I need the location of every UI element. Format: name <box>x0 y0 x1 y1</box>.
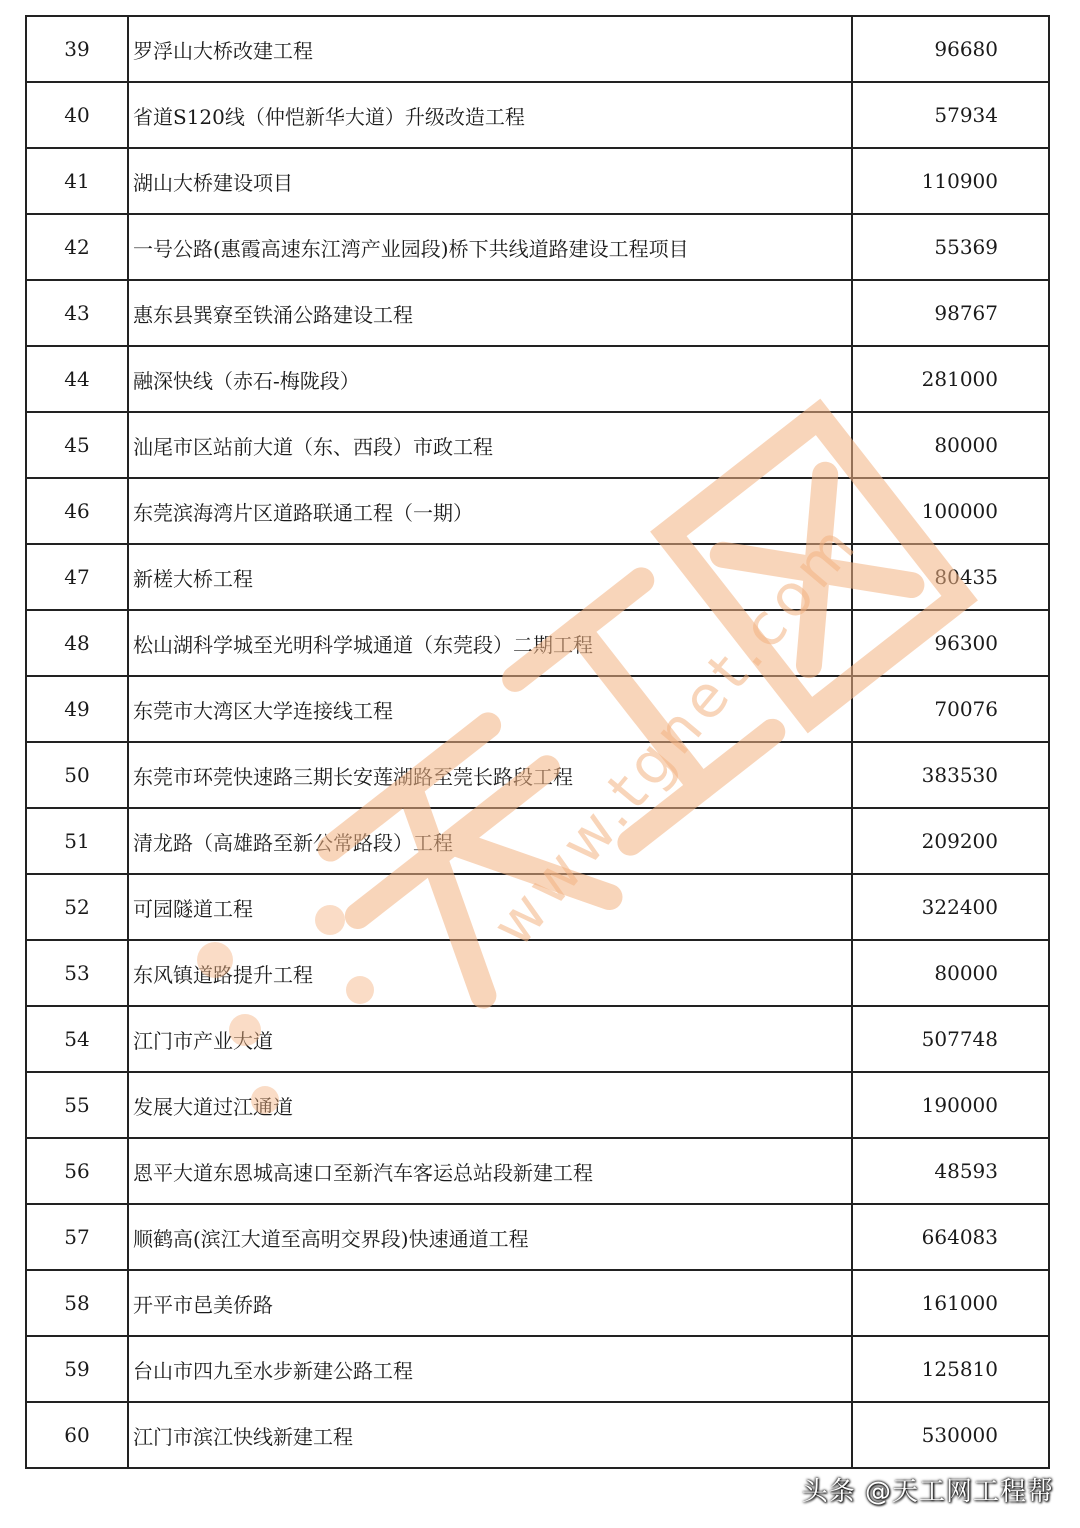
project-name: 一号公路(惠霞高速东江湾产业园段)桥下共线道路建设工程项目 <box>128 214 852 280</box>
table-row <box>26 82 1049 148</box>
investment-amount: 80435 <box>852 544 1049 610</box>
table-row <box>26 148 1049 214</box>
row-number: 48 <box>26 610 128 676</box>
project-name: 东莞市环莞快速路三期长安莲湖路至莞长路段工程 <box>128 742 852 808</box>
table-row <box>26 874 1049 940</box>
table-row <box>26 940 1049 1006</box>
project-name: 惠东县巽寮至铁涌公路建设工程 <box>128 280 852 346</box>
project-name: 恩平大道东恩城高速口至新汽车客运总站段新建工程 <box>128 1138 852 1204</box>
table-row <box>26 610 1049 676</box>
row-number: 53 <box>26 940 128 1006</box>
investment-amount: 98767 <box>852 280 1049 346</box>
investment-amount: 209200 <box>852 808 1049 874</box>
project-name: 东风镇道路提升工程 <box>128 940 852 1006</box>
investment-amount: 322400 <box>852 874 1049 940</box>
investment-amount: 383530 <box>852 742 1049 808</box>
table-row <box>26 478 1049 544</box>
table-row <box>26 16 1049 82</box>
row-number: 55 <box>26 1072 128 1138</box>
table-row <box>26 1270 1049 1336</box>
investment-amount: 57934 <box>852 82 1049 148</box>
investment-amount: 664083 <box>852 1204 1049 1270</box>
row-number: 51 <box>26 808 128 874</box>
investment-amount: 55369 <box>852 214 1049 280</box>
project-name: 清龙路（高雄路至新公常路段）工程 <box>128 808 852 874</box>
project-name: 融深快线（赤石-梅陇段） <box>128 346 852 412</box>
row-number: 46 <box>26 478 128 544</box>
project-name: 开平市邑美侨路 <box>128 1270 852 1336</box>
table-row <box>26 412 1049 478</box>
investment-amount: 96300 <box>852 610 1049 676</box>
row-number: 56 <box>26 1138 128 1204</box>
project-name: 罗浮山大桥改建工程 <box>128 16 852 82</box>
row-number: 60 <box>26 1402 128 1468</box>
row-number: 50 <box>26 742 128 808</box>
project-name: 汕尾市区站前大道（东、西段）市政工程 <box>128 412 852 478</box>
row-number: 39 <box>26 16 128 82</box>
table-row <box>26 1138 1049 1204</box>
table-row <box>26 808 1049 874</box>
project-name: 江门市滨江快线新建工程 <box>128 1402 852 1468</box>
watermark-url: www.tgnet.com <box>478 508 872 959</box>
project-name: 湖山大桥建设项目 <box>128 148 852 214</box>
table-row <box>26 676 1049 742</box>
row-number: 45 <box>26 412 128 478</box>
project-name: 东莞市大湾区大学连接线工程 <box>128 676 852 742</box>
row-number: 43 <box>26 280 128 346</box>
investment-amount: 125810 <box>852 1336 1049 1402</box>
row-number: 59 <box>26 1336 128 1402</box>
investment-amount: 48593 <box>852 1138 1049 1204</box>
investment-amount: 507748 <box>852 1006 1049 1072</box>
investment-amount: 161000 <box>852 1270 1049 1336</box>
project-name: 可园隧道工程 <box>128 874 852 940</box>
investment-amount: 281000 <box>852 346 1049 412</box>
row-number: 40 <box>26 82 128 148</box>
table-row <box>26 1072 1049 1138</box>
row-number: 41 <box>26 148 128 214</box>
table-row <box>26 544 1049 610</box>
project-name: 省道S120线（仲恺新华大道）升级改造工程 <box>128 82 852 148</box>
project-name: 顺鹤高(滨江大道至高明交界段)快速通道工程 <box>128 1204 852 1270</box>
footer-watermark: 头条 @天工网工程帮 <box>801 1477 1054 1507</box>
row-number: 57 <box>26 1204 128 1270</box>
row-number: 58 <box>26 1270 128 1336</box>
row-number: 52 <box>26 874 128 940</box>
row-number: 49 <box>26 676 128 742</box>
row-number: 42 <box>26 214 128 280</box>
table-row <box>26 1402 1049 1468</box>
row-number: 47 <box>26 544 128 610</box>
table-row <box>26 742 1049 808</box>
project-table <box>25 15 1050 1469</box>
table-row <box>26 214 1049 280</box>
row-number: 54 <box>26 1006 128 1072</box>
investment-amount: 110900 <box>852 148 1049 214</box>
project-name: 东莞滨海湾片区道路联通工程（一期） <box>128 478 852 544</box>
investment-amount: 70076 <box>852 676 1049 742</box>
project-name: 江门市产业大道 <box>128 1006 852 1072</box>
investment-amount: 80000 <box>852 940 1049 1006</box>
project-name: 新槎大桥工程 <box>128 544 852 610</box>
project-name: 台山市四九至水步新建公路工程 <box>128 1336 852 1402</box>
investment-amount: 530000 <box>852 1402 1049 1468</box>
investment-amount: 190000 <box>852 1072 1049 1138</box>
table-row <box>26 1006 1049 1072</box>
investment-amount: 80000 <box>852 412 1049 478</box>
table-row <box>26 280 1049 346</box>
investment-amount: 96680 <box>852 16 1049 82</box>
project-name: 发展大道过江通道 <box>128 1072 852 1138</box>
project-name: 松山湖科学城至光明科学城通道（东莞段）二期工程 <box>128 610 852 676</box>
table-row <box>26 1204 1049 1270</box>
investment-amount: 100000 <box>852 478 1049 544</box>
table-row <box>26 1336 1049 1402</box>
row-number: 44 <box>26 346 128 412</box>
table-row <box>26 346 1049 412</box>
